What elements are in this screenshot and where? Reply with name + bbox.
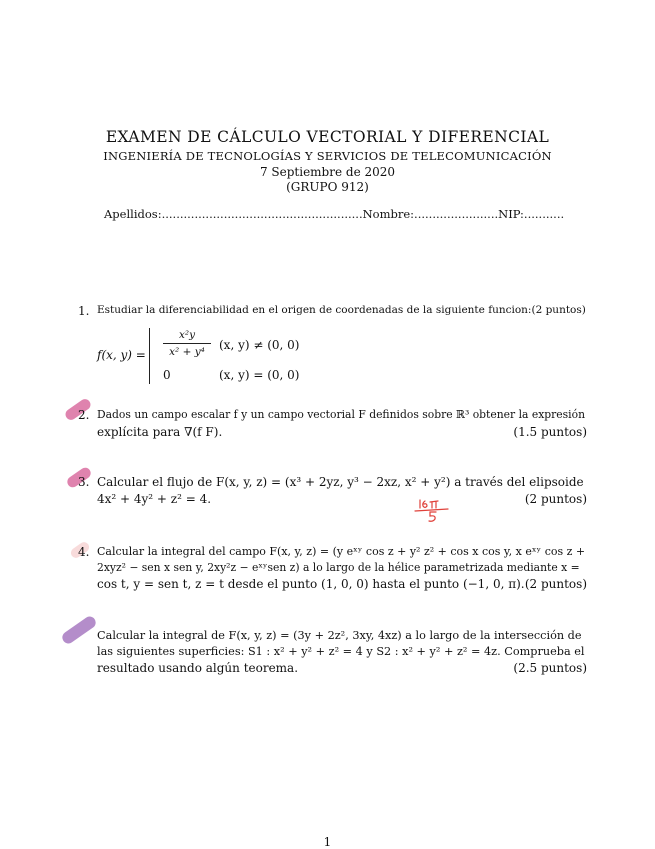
problem-4-line-2: 2xyz² − sen x sen y, 2xy²z − eˣʸsen z) a lo largo de la hélice parametrizada mediante x = [97,561,580,574]
value-2: 0 [163,368,171,382]
page-number: 1 [323,835,332,849]
problem-4-number: 4. [78,545,90,559]
exam-group: (GRUPO 912) [286,180,369,194]
problem-5-line-2: las siguientes superficies: S1 : x² + y² + z² = 4 y S2 : x² + y² + z² = 4z. Comprueba el [97,645,585,658]
problem-5-line-3: resultado usando algún teorema. [97,661,299,675]
problem-2-points: (1.5 puntos) [513,425,587,439]
problem-3-number: 3. [78,475,90,489]
fraction-denominator: x² + y⁴ [169,346,205,358]
function-lhs: f(x, y) = [97,348,146,362]
problem-4-line-3: cos t, y = sen t, z = t desde el punto (1, 0, 0) hasta el punto (−1, 0, π). [97,577,525,591]
problem-3-points: (2 puntos) [524,492,587,506]
condition-1: (x, y) ≠ (0, 0) [219,338,300,352]
problem-1-number: 1. [78,304,90,318]
problem-4-points: (2 puntos) [524,577,587,591]
exam-title: EXAMEN DE CÁLCULO VECTORIAL Y DIFERENCIAL [105,128,550,146]
problem-5-points: (2.5 puntos) [513,661,587,675]
function-fraction [163,328,211,359]
student-fields: Apellidos:.......................................................Nombre:.......................NIP:........... [104,207,565,221]
problem-3-line-1: Calcular el flujo de F(x, y, z) = (x³ + 2yz, y³ − 2xz, x² + y²) a través del elipsoide [97,475,584,489]
function-brace [149,328,150,384]
problem-3-line-2: 4x² + 4y² + z² = 4. [97,492,212,506]
fraction-numerator: x²y [178,329,196,341]
problem-2-line-2: explícita para ∇(f F). [97,425,223,439]
problem-2-number: 2. [78,408,90,422]
fraction-line [163,343,211,344]
piecewise-function [97,328,337,384]
problem-1-text: Estudiar la diferenciabilidad en el origen de coordenadas de la siguiente funcion:(2 puntos) [97,304,586,316]
handwritten-note-text: 16π/5 [412,494,415,495]
problem-5-line-1: Calcular la integral de F(x, y, z) = (3y + 2z², 3xy, 4xz) a lo largo de la intersección de [97,629,582,642]
problem-5-number [78,629,89,643]
exam-date: 7 Septiembre de 2020 [259,165,396,179]
handwritten-note [412,494,456,526]
problem-2-line-1: Dados un campo escalar f y un campo vectorial F definidos sobre ℝ³ obtener la expresión [97,408,586,421]
problem-4-line-1: Calcular la integral del campo F(x, y, z) = (y eˣʸ cos z + y² z² + cos x cos y, x eˣʸ cos z + [97,545,586,558]
exam-subtitle: INGENIERÍA DE TECNOLOGÍAS Y SERVICIOS DE TELECOMUNICACIÓN [103,149,552,163]
condition-2: (x, y) = (0, 0) [219,368,300,382]
